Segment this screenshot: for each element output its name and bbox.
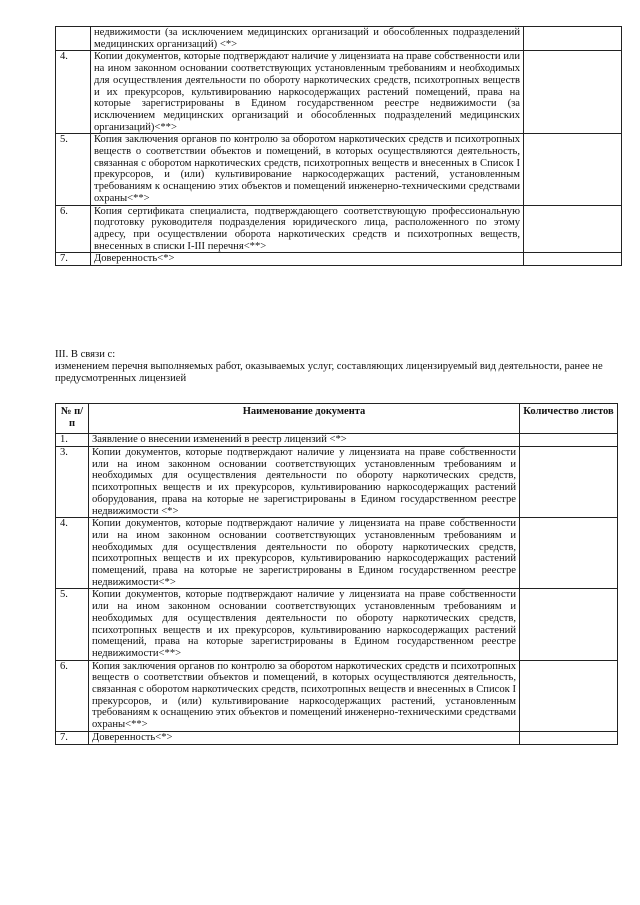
document-name: Копия заключения органов по контролю за оборотом наркотических средств и психотропных веществ о соответствии объектов и помещений, в которых осуществляются деятельность, связанная с оборотом наркотических средств, психотропных веществ и внесенных в Список I прекурсоров, и (или) культивирование наркосодержащих растений, установленным требованиям к оснащению этих объектов и помещений инженерно-техническими средствами охраны<**> bbox=[91, 134, 524, 205]
sheet-count-cell bbox=[524, 27, 622, 51]
sheet-count-cell bbox=[524, 51, 622, 134]
row-number: 6. bbox=[56, 205, 91, 253]
documents-table bbox=[55, 403, 618, 745]
document-name: Копия заключения органов по контролю за оборотом наркотических средств и психотропных веществ о соответствии объектов и помещений, в которых осуществляются деятельность, связанная с оборотом наркотических средств, психотропных веществ и внесенных в Список I прекурсоров, и (или) культивирование наркосодержащих растений, установленным требованиям к оснащению этих объектов и помещений инженерно-техническими средствами охраны<**> bbox=[89, 660, 520, 731]
table-row bbox=[56, 434, 618, 447]
sheet-count-cell bbox=[524, 253, 622, 266]
row-number: 4. bbox=[56, 518, 89, 589]
sheet-count-cell bbox=[520, 447, 618, 518]
sheet-count-cell bbox=[520, 434, 618, 447]
sheet-count-cell bbox=[520, 731, 618, 744]
sheet-count-cell bbox=[520, 589, 618, 660]
table-row bbox=[56, 589, 618, 660]
column-header-count: Количество листов bbox=[520, 404, 618, 434]
sheet-count-cell bbox=[524, 134, 622, 205]
sheet-count-cell bbox=[520, 518, 618, 589]
row-number: 5. bbox=[56, 589, 89, 660]
table-row bbox=[56, 731, 618, 744]
column-header-name: Наименование документа bbox=[89, 404, 520, 434]
row-number: 7. bbox=[56, 253, 91, 266]
section-heading: III. В связи с: bbox=[55, 349, 116, 360]
table-row bbox=[56, 253, 622, 266]
table-row bbox=[56, 447, 618, 518]
table-row bbox=[56, 27, 622, 51]
sheet-count-cell bbox=[524, 205, 622, 253]
documents-table-continued bbox=[55, 26, 622, 266]
document-name: Заявление о внесении изменений в реестр лицензий <*> bbox=[89, 434, 520, 447]
table-row bbox=[56, 205, 622, 253]
table-header-row bbox=[56, 404, 618, 434]
row-number: 7. bbox=[56, 731, 89, 744]
document-name: Копии документов, которые подтверждают наличие у лицензиата на праве собственности или на ином законном основании соответствующих установленным требованиям и необходимых для осуществления деятельности по обороту наркотических средств, психотропных веществ и их прекурсоров, культивированию наркосодержащих растений помещений, права на которые зарегистрированы в Едином государственном реестре недвижимости (за исключением медицинских организаций и обособленных подразделений медицинских организаций)<**> bbox=[91, 51, 524, 134]
document-name: недвижимости (за исключением медицинских организаций и обособленных подразделений медицинских организаций) <*> bbox=[91, 27, 524, 51]
table-row bbox=[56, 134, 622, 205]
document-name: Копии документов, которые подтверждают наличие у лицензиата на праве собственности или на ином законном основании соответствующих установленным требованиям и необходимых для осуществления деятельности по обороту наркотических средств, психотропных веществ и их прекурсоров, культивированию наркосодержащих растений оборудования, права на которые не зарегистрированы в Едином государственном реестре недвижимости <*> bbox=[89, 447, 520, 518]
row-number: 4. bbox=[56, 51, 91, 134]
row-number bbox=[56, 27, 91, 51]
column-header-number: № п/п bbox=[56, 404, 89, 434]
document-name: Копии документов, которые подтверждают наличие у лицензиата на праве собственности или на ином законном основании соответствующих установленным требованиям и необходимых для осуществления деятельности по обороту наркотических средств, психотропных веществ и их прекурсоров, культивированию наркосодержащих растений помещений, права на которые не зарегистрированы в Едином государственном реестре недвижимости<*> bbox=[89, 518, 520, 589]
sheet-count-cell bbox=[520, 660, 618, 731]
table-row bbox=[56, 518, 618, 589]
row-number: 6. bbox=[56, 660, 89, 731]
row-number: 1. bbox=[56, 434, 89, 447]
table-row bbox=[56, 660, 618, 731]
document-name: Копия сертификата специалиста, подтверждающего соответствующую профессиональную подготовку руководителя подразделения юридического лица, расположенного по этому адресу, при осуществлении оборота наркотических средств и психотропных веществ, внесенных в списки I-III перечня<**> bbox=[91, 205, 524, 253]
row-number: 5. bbox=[56, 134, 91, 205]
section-description: изменением перечня выполняемых работ, оказываемых услуг, составляющих лицензируемый вид деятельности, ранее не предусмотренных лицензией bbox=[55, 361, 603, 384]
row-number: 3. bbox=[56, 447, 89, 518]
document-name: Доверенность<*> bbox=[91, 253, 524, 266]
table-row bbox=[56, 51, 622, 134]
document-name: Доверенность<*> bbox=[89, 731, 520, 744]
document-name: Копии документов, которые подтверждают наличие у лицензиата на праве собственности или на ином законном основании соответствующих установленным требованиям и необходимых для осуществления деятельности по обороту наркотических средств, психотропных веществ и их прекурсоров, культивированию наркосодержащих растений помещений, права на которые зарегистрированы в Едином государственном реестре недвижимости<**> bbox=[89, 589, 520, 660]
